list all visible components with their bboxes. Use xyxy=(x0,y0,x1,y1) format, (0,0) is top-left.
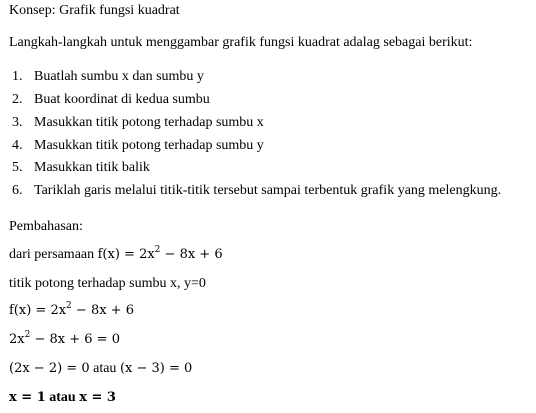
list-number: 3. xyxy=(12,115,23,130)
list-item xyxy=(12,182,501,200)
equation-intro: dari persamaan xyxy=(9,247,95,262)
list-number: 2. xyxy=(12,92,23,107)
list-number: 6. xyxy=(12,183,23,198)
list-text: Masukkan titik potong terhadap sumbu y xyxy=(34,138,264,153)
list-text: Masukkan titik balik xyxy=(34,160,150,175)
step-equation-3: (2x − 2) = 0 atau (x − 3) = 0 xyxy=(9,361,193,376)
list-item xyxy=(12,137,264,155)
list-number: 1. xyxy=(12,69,23,84)
discussion-label: Pembahasan: xyxy=(9,219,83,234)
list-text: Tariklah garis melalui titik-titik tersebut sampai terbentuk grafik yang melengkung. xyxy=(34,183,502,198)
list-item xyxy=(12,114,264,132)
step-equation-2: $2x^2 - 8x + 6 = 0$ xyxy=(9,330,120,347)
equation-line xyxy=(9,246,223,264)
list-item xyxy=(12,68,204,86)
intercept-x-label: titik potong terhadap sumbu x, y=0 xyxy=(9,276,206,291)
equation-math: $f(x) = 2x^2 - 8x + 6$ xyxy=(97,245,223,262)
list-text: Buatlah sumbu x dan sumbu y xyxy=(34,69,204,84)
page-heading: Konsep: Grafik fungsi kuadrat xyxy=(9,3,180,18)
result-line: x = 1 atau x = 3 xyxy=(9,390,116,405)
list-item xyxy=(12,91,210,109)
list-number: 5. xyxy=(12,160,23,175)
step-equation-1: $f(x) = 2x^2 - 8x + 6$ xyxy=(9,301,134,318)
list-text: Masukkan titik potong terhadap sumbu x xyxy=(34,115,264,130)
list-item xyxy=(12,159,150,177)
list-text: Buat koordinat di kedua sumbu xyxy=(34,92,210,107)
intro-text: Langkah-langkah untuk menggambar grafik fungsi kuadrat adalag sebagai berikut: xyxy=(9,35,473,50)
list-number: 4. xyxy=(12,138,23,153)
